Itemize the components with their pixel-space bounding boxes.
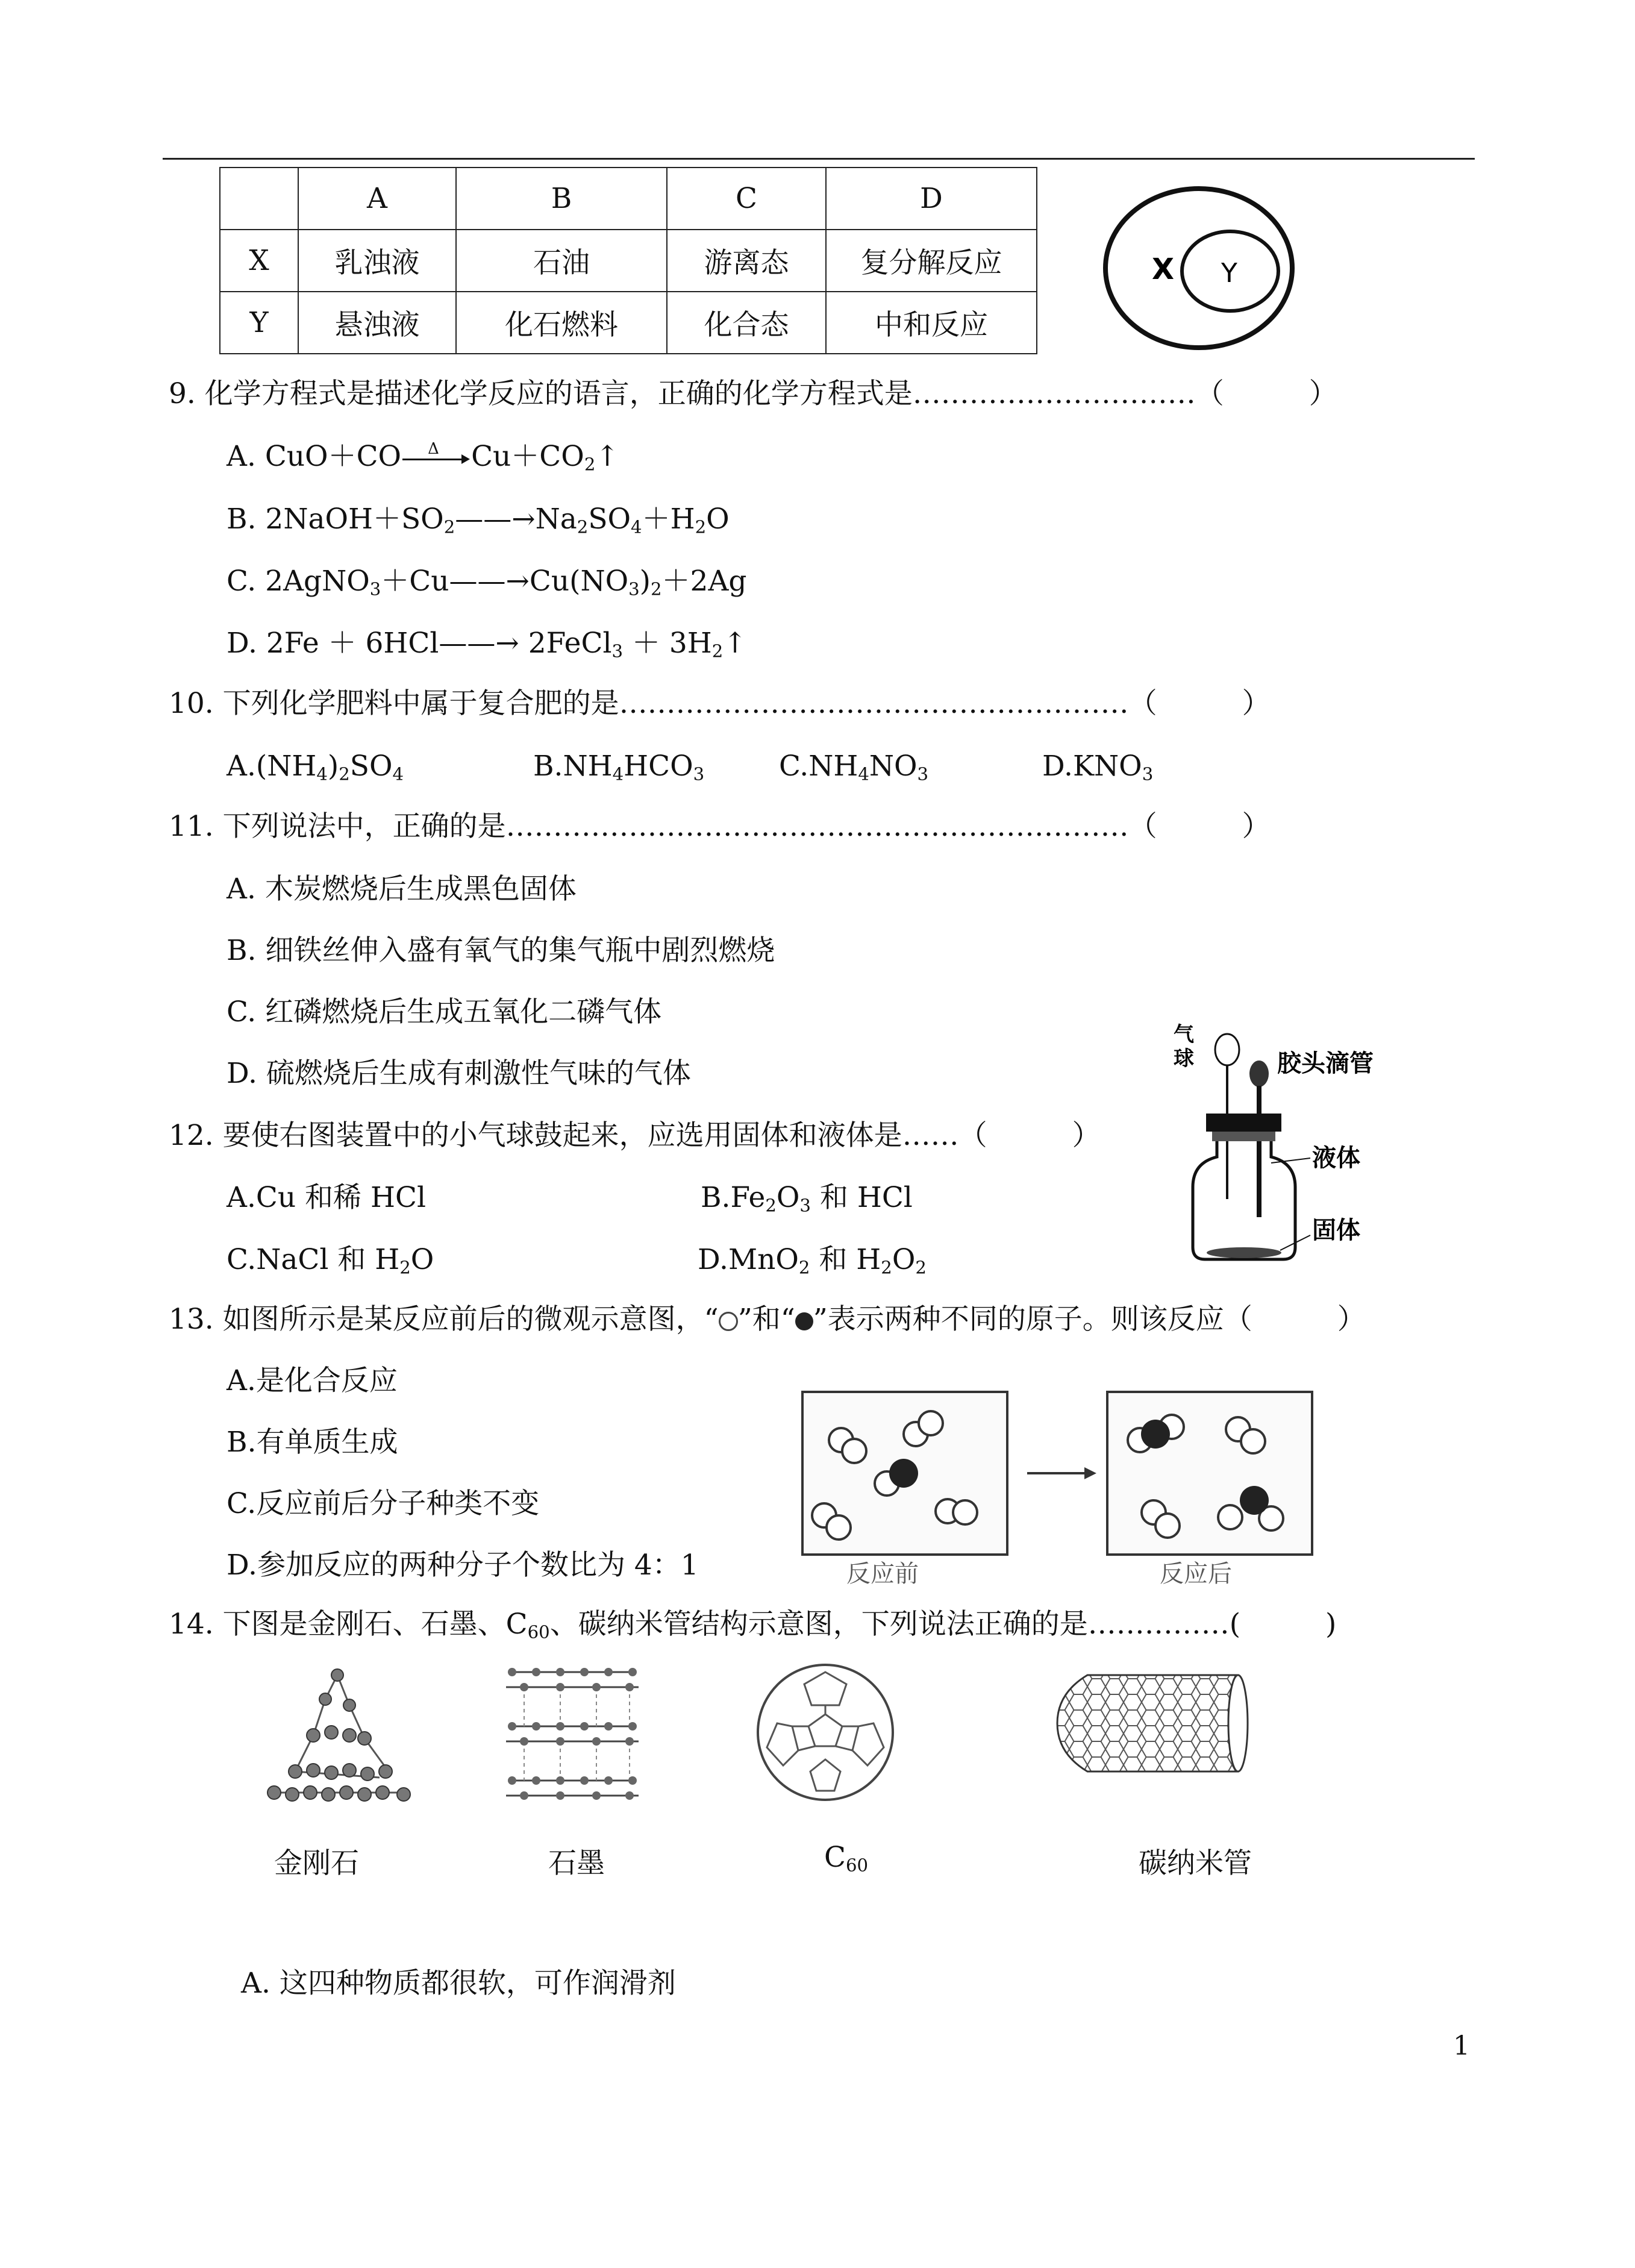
table-cell: 游离态 bbox=[667, 230, 826, 292]
before-label: 反应前 bbox=[846, 1560, 919, 1588]
subscript: 2 bbox=[399, 1257, 411, 1278]
table-cell: Y bbox=[220, 292, 298, 354]
text: ↑ bbox=[723, 627, 747, 660]
subscript: 60 bbox=[845, 1855, 869, 1876]
text: ＋H bbox=[642, 503, 695, 536]
text: C.NaCl 和 H bbox=[227, 1243, 400, 1276]
subscript: 2 bbox=[584, 454, 596, 475]
graphite-structure bbox=[500, 1660, 645, 1805]
text: O bbox=[776, 1181, 800, 1214]
q12-option-a: A.Cu 和稀 HCl bbox=[227, 1181, 426, 1214]
question-10-stem: 10. 下列化学肥料中属于复合肥的是………………………………………………（ ） bbox=[169, 687, 1271, 720]
subscript: 3 bbox=[611, 641, 624, 662]
text: ) bbox=[327, 750, 339, 783]
c60-structure bbox=[750, 1657, 901, 1808]
q10-option-a bbox=[227, 748, 404, 785]
q9-option-c bbox=[227, 563, 746, 600]
q13-option-b: B.有单质生成 bbox=[227, 1426, 398, 1459]
question-9-stem: 9. 化学方程式是描述化学反应的语言，正确的化学方程式是…………………………（ ） bbox=[169, 377, 1337, 410]
table-cell: 中和反应 bbox=[826, 292, 1037, 354]
text: SO bbox=[349, 750, 393, 783]
subscript: 2 bbox=[915, 1257, 927, 1278]
question-11-stem: 11. 下列说法中，正确的是…………………………………………………………（ ） bbox=[169, 810, 1271, 843]
q12-option-c bbox=[227, 1242, 434, 1278]
before-black-atom bbox=[889, 1459, 918, 1488]
dropper-bulb bbox=[1249, 1060, 1269, 1087]
after-black-atom bbox=[1141, 1420, 1170, 1449]
text: B.NH bbox=[533, 750, 613, 783]
table-header-row bbox=[220, 168, 1037, 230]
q14-option-a: A. 这四种物质都很软，可作润滑剂 bbox=[241, 1967, 676, 2000]
text: D.KNO bbox=[1042, 750, 1142, 783]
header-rule bbox=[163, 158, 1475, 160]
subscript: 2 bbox=[695, 516, 707, 537]
q9-option-d bbox=[227, 625, 747, 662]
stopper-neck bbox=[1212, 1132, 1275, 1141]
caption-nanotube: 碳纳米管 bbox=[1139, 1847, 1252, 1880]
liquid-label: 液体 bbox=[1312, 1144, 1360, 1172]
subscript: 3 bbox=[693, 763, 705, 785]
q11-option-d: D. 硫燃烧后生成有刺激性气味的气体 bbox=[227, 1057, 691, 1090]
dropper-label: 胶头滴管 bbox=[1277, 1050, 1374, 1077]
table-row bbox=[220, 230, 1037, 292]
text: ”表示两种不同的原子。则该反应（ ） bbox=[813, 1303, 1366, 1336]
q12-option-b bbox=[701, 1180, 913, 1216]
q10-option-b bbox=[533, 748, 704, 785]
text: A.(NH bbox=[227, 750, 317, 783]
table-row bbox=[220, 292, 1037, 354]
subscript: 3 bbox=[799, 1195, 811, 1216]
reaction-arrow-head bbox=[1084, 1467, 1096, 1479]
text: D. 2Fe ＋ 6HCl——→ 2FeCl bbox=[227, 627, 612, 660]
stopper bbox=[1206, 1114, 1281, 1132]
text: ) bbox=[639, 565, 651, 598]
balloon bbox=[1215, 1034, 1239, 1065]
subscript: 2 bbox=[651, 578, 662, 600]
text: ＋ 3H bbox=[623, 627, 712, 660]
subscript: 4 bbox=[612, 763, 624, 785]
caption-diamond: 金刚石 bbox=[274, 1847, 359, 1880]
solid-sample bbox=[1207, 1247, 1281, 1258]
table-cell: X bbox=[220, 230, 298, 292]
text: C bbox=[824, 1841, 846, 1874]
venn-label-x: X bbox=[1152, 252, 1175, 286]
text: C. 2AgNO bbox=[227, 565, 370, 598]
table-cell: 石油 bbox=[456, 230, 667, 292]
balloon-label-1: 气 bbox=[1174, 1023, 1194, 1047]
subscript: 3 bbox=[917, 763, 929, 785]
subscript: 3 bbox=[628, 578, 640, 600]
q10-option-c bbox=[779, 748, 928, 785]
subscript: 2 bbox=[765, 1195, 777, 1216]
question-13-stem bbox=[169, 1302, 1366, 1338]
q9-a-reactants: A. CuO＋CO bbox=[227, 440, 402, 473]
nanotube-end bbox=[1228, 1675, 1248, 1771]
subscript: 3 bbox=[369, 578, 381, 600]
table-header-cell: C bbox=[667, 168, 826, 230]
nanotube-structure bbox=[1051, 1663, 1250, 1784]
gas-arrow: ↑ bbox=[595, 440, 619, 473]
text: ——→Na bbox=[455, 503, 577, 536]
text: 13. 如图所示是某反应前后的微观示意图，“ bbox=[169, 1303, 719, 1336]
c60-outline bbox=[758, 1665, 893, 1800]
table-cell: 乳浊液 bbox=[298, 230, 456, 292]
q9-option-b bbox=[227, 501, 730, 537]
text: 和 H bbox=[810, 1243, 881, 1276]
table-cell: 化合态 bbox=[667, 292, 826, 354]
text: 14. 下图是金刚石、石墨、C bbox=[169, 1608, 528, 1641]
solid-label: 固体 bbox=[1312, 1217, 1360, 1244]
white-atom-icon bbox=[719, 1312, 738, 1331]
q13-option-d: D.参加反应的两种分子个数比为 4：1 bbox=[227, 1549, 699, 1582]
diamond-structure bbox=[259, 1663, 422, 1808]
table-cell: 悬浊液 bbox=[298, 292, 456, 354]
q11-option-c: C. 红磷燃烧后生成五氧化二磷气体 bbox=[227, 995, 662, 1029]
venn-label-y: Y bbox=[1221, 258, 1237, 289]
text: O bbox=[892, 1243, 916, 1276]
text: HCO bbox=[624, 750, 693, 783]
q11-option-b: B. 细铁丝伸入盛有氧气的集气瓶中剧烈燃烧 bbox=[227, 934, 775, 967]
nanotube-body bbox=[1057, 1675, 1238, 1771]
flask bbox=[1193, 1141, 1295, 1259]
subscript: 4 bbox=[392, 763, 404, 785]
subscript: 2 bbox=[798, 1257, 810, 1278]
venn-outer-ellipse bbox=[1105, 189, 1292, 348]
text: 、碳纳米管结构示意图，下列说法正确的是……………( ) bbox=[549, 1608, 1337, 1641]
question-12-stem: 12. 要使右图装置中的小气球鼓起来，应选用固体和液体是……（ ） bbox=[169, 1119, 1101, 1152]
subscript: 4 bbox=[316, 763, 328, 785]
text: ＋Cu——→Cu(NO bbox=[381, 565, 629, 598]
q11-option-a: A. 木炭燃烧后生成黑色固体 bbox=[227, 872, 577, 906]
after-label: 反应后 bbox=[1160, 1560, 1232, 1588]
text: ”和“ bbox=[737, 1303, 795, 1336]
page-number: 1 bbox=[1453, 2031, 1470, 2061]
text: B. 2NaOH＋SO bbox=[227, 503, 444, 536]
q10-option-d bbox=[1042, 748, 1153, 785]
black-atom-icon bbox=[795, 1312, 813, 1330]
text: 和 HCl bbox=[810, 1181, 913, 1214]
balloon-label-2: 球 bbox=[1174, 1047, 1194, 1071]
subscript: 4 bbox=[858, 763, 869, 785]
arrow-line bbox=[402, 459, 465, 460]
q13-option-c: C.反应前后分子种类不变 bbox=[227, 1487, 540, 1520]
text: C.NH bbox=[779, 750, 858, 783]
subscript: 2 bbox=[881, 1257, 892, 1278]
venn-diagram bbox=[1096, 181, 1301, 356]
text: B.Fe bbox=[701, 1181, 766, 1214]
table-header-cell: D bbox=[826, 168, 1037, 230]
caption-graphite: 石墨 bbox=[548, 1847, 605, 1880]
q9-a-products: Cu＋CO bbox=[471, 440, 584, 473]
subscript: 2 bbox=[443, 516, 455, 537]
text: SO bbox=[588, 503, 631, 536]
apparatus-figure bbox=[1169, 1018, 1422, 1265]
arrow-head bbox=[461, 454, 470, 464]
q9-option-a bbox=[227, 439, 619, 475]
table-cell bbox=[220, 168, 298, 230]
subscript: 2 bbox=[339, 763, 350, 785]
reaction-diagram bbox=[795, 1386, 1325, 1591]
table-header-cell: A bbox=[298, 168, 456, 230]
q12-option-d bbox=[698, 1242, 927, 1278]
text: O bbox=[706, 503, 730, 536]
heat-symbol: Δ bbox=[428, 440, 439, 458]
comparison-table bbox=[219, 167, 1037, 354]
caption-c60 bbox=[824, 1841, 868, 1874]
subscript: 2 bbox=[711, 641, 724, 662]
subscript: 2 bbox=[577, 516, 589, 537]
after-box bbox=[1107, 1392, 1312, 1555]
after-black-atom bbox=[1240, 1486, 1269, 1515]
text: D.MnO bbox=[698, 1243, 799, 1276]
q13-option-a: A.是化合反应 bbox=[227, 1364, 398, 1397]
table-header-cell: B bbox=[456, 168, 667, 230]
text: NO bbox=[869, 750, 918, 783]
subscript: 60 bbox=[527, 1621, 550, 1643]
question-14-stem bbox=[169, 1606, 1336, 1643]
conditional-arrow bbox=[401, 440, 471, 471]
table-cell: 复分解反应 bbox=[826, 230, 1037, 292]
subscript: 3 bbox=[1142, 763, 1154, 785]
text: ＋2Ag bbox=[661, 565, 747, 598]
subscript: 4 bbox=[631, 516, 642, 537]
table-cell: 化石燃料 bbox=[456, 292, 667, 354]
text: O bbox=[410, 1243, 434, 1276]
